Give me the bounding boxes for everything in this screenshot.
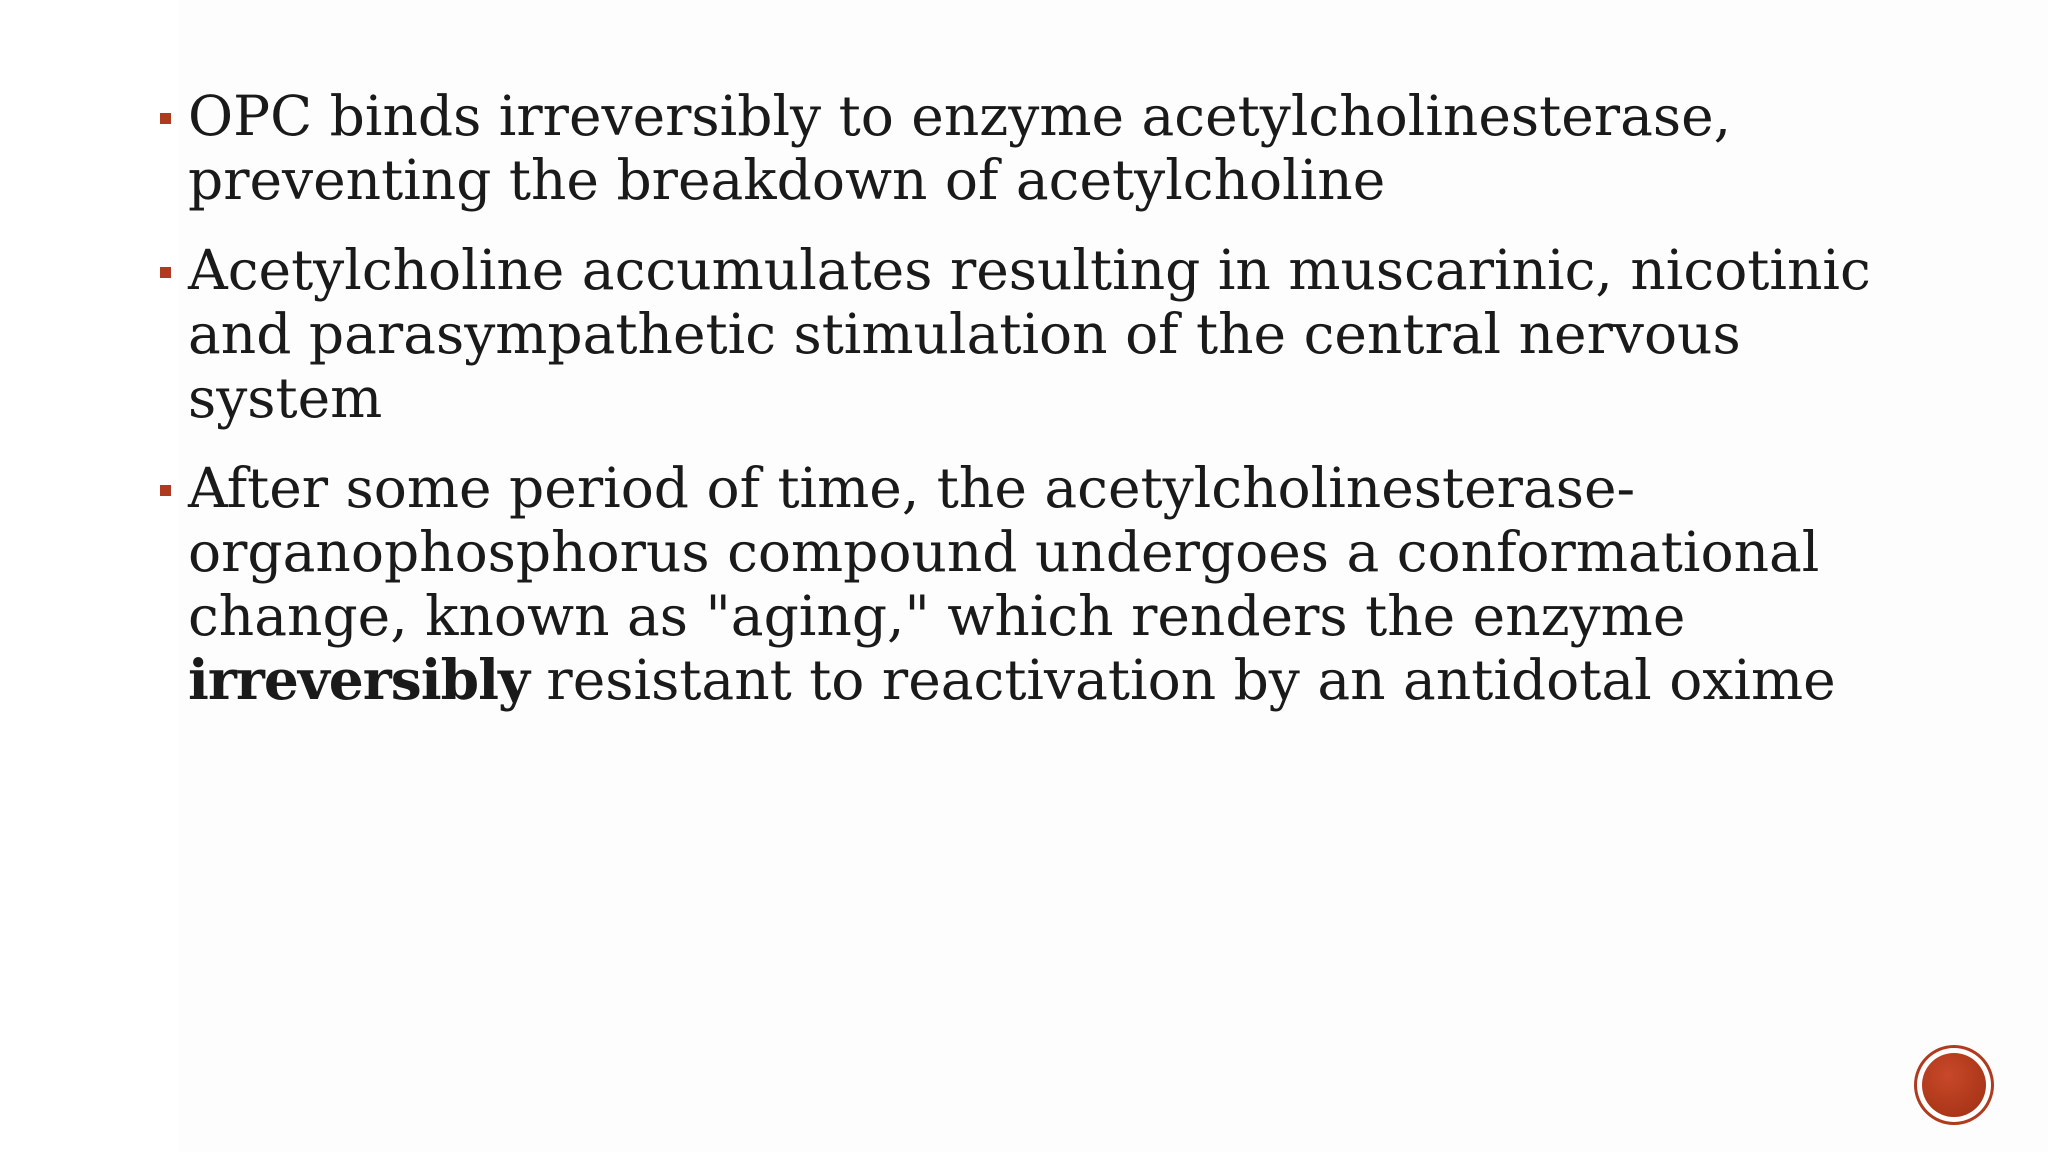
bullet-text-after: resistant to reactivation by an antidotal oxime bbox=[528, 648, 1836, 712]
bullet-text: Acetylcholine accumulates resulting in muscarinic, nicotinic and parasympathetic stimulation of the central nervous system bbox=[188, 238, 1871, 430]
square-bullet-icon bbox=[160, 267, 171, 278]
bullet-text: OPC binds irreversibly to enzyme acetylcholinesterase, preventing the breakdown of acetylcholine bbox=[188, 84, 1732, 212]
square-bullet-icon bbox=[160, 485, 171, 496]
slide-nav-circle-fill bbox=[1922, 1053, 1986, 1117]
bullet-text-before: After some period of time, the acetylcholinesterase-organophosphorus compound undergoes a conformational change, known as "aging," which renders the enzyme bbox=[188, 456, 1820, 648]
square-bullet-icon bbox=[160, 113, 171, 124]
bullet-item bbox=[160, 456, 1880, 712]
bullet-item bbox=[160, 84, 1880, 212]
bullet-item bbox=[160, 238, 1880, 430]
slide-nav-circle-icon[interactable] bbox=[1917, 1048, 1991, 1122]
bullet-list bbox=[160, 84, 1880, 738]
bullet-text-bold: irreversibly bbox=[188, 647, 529, 712]
